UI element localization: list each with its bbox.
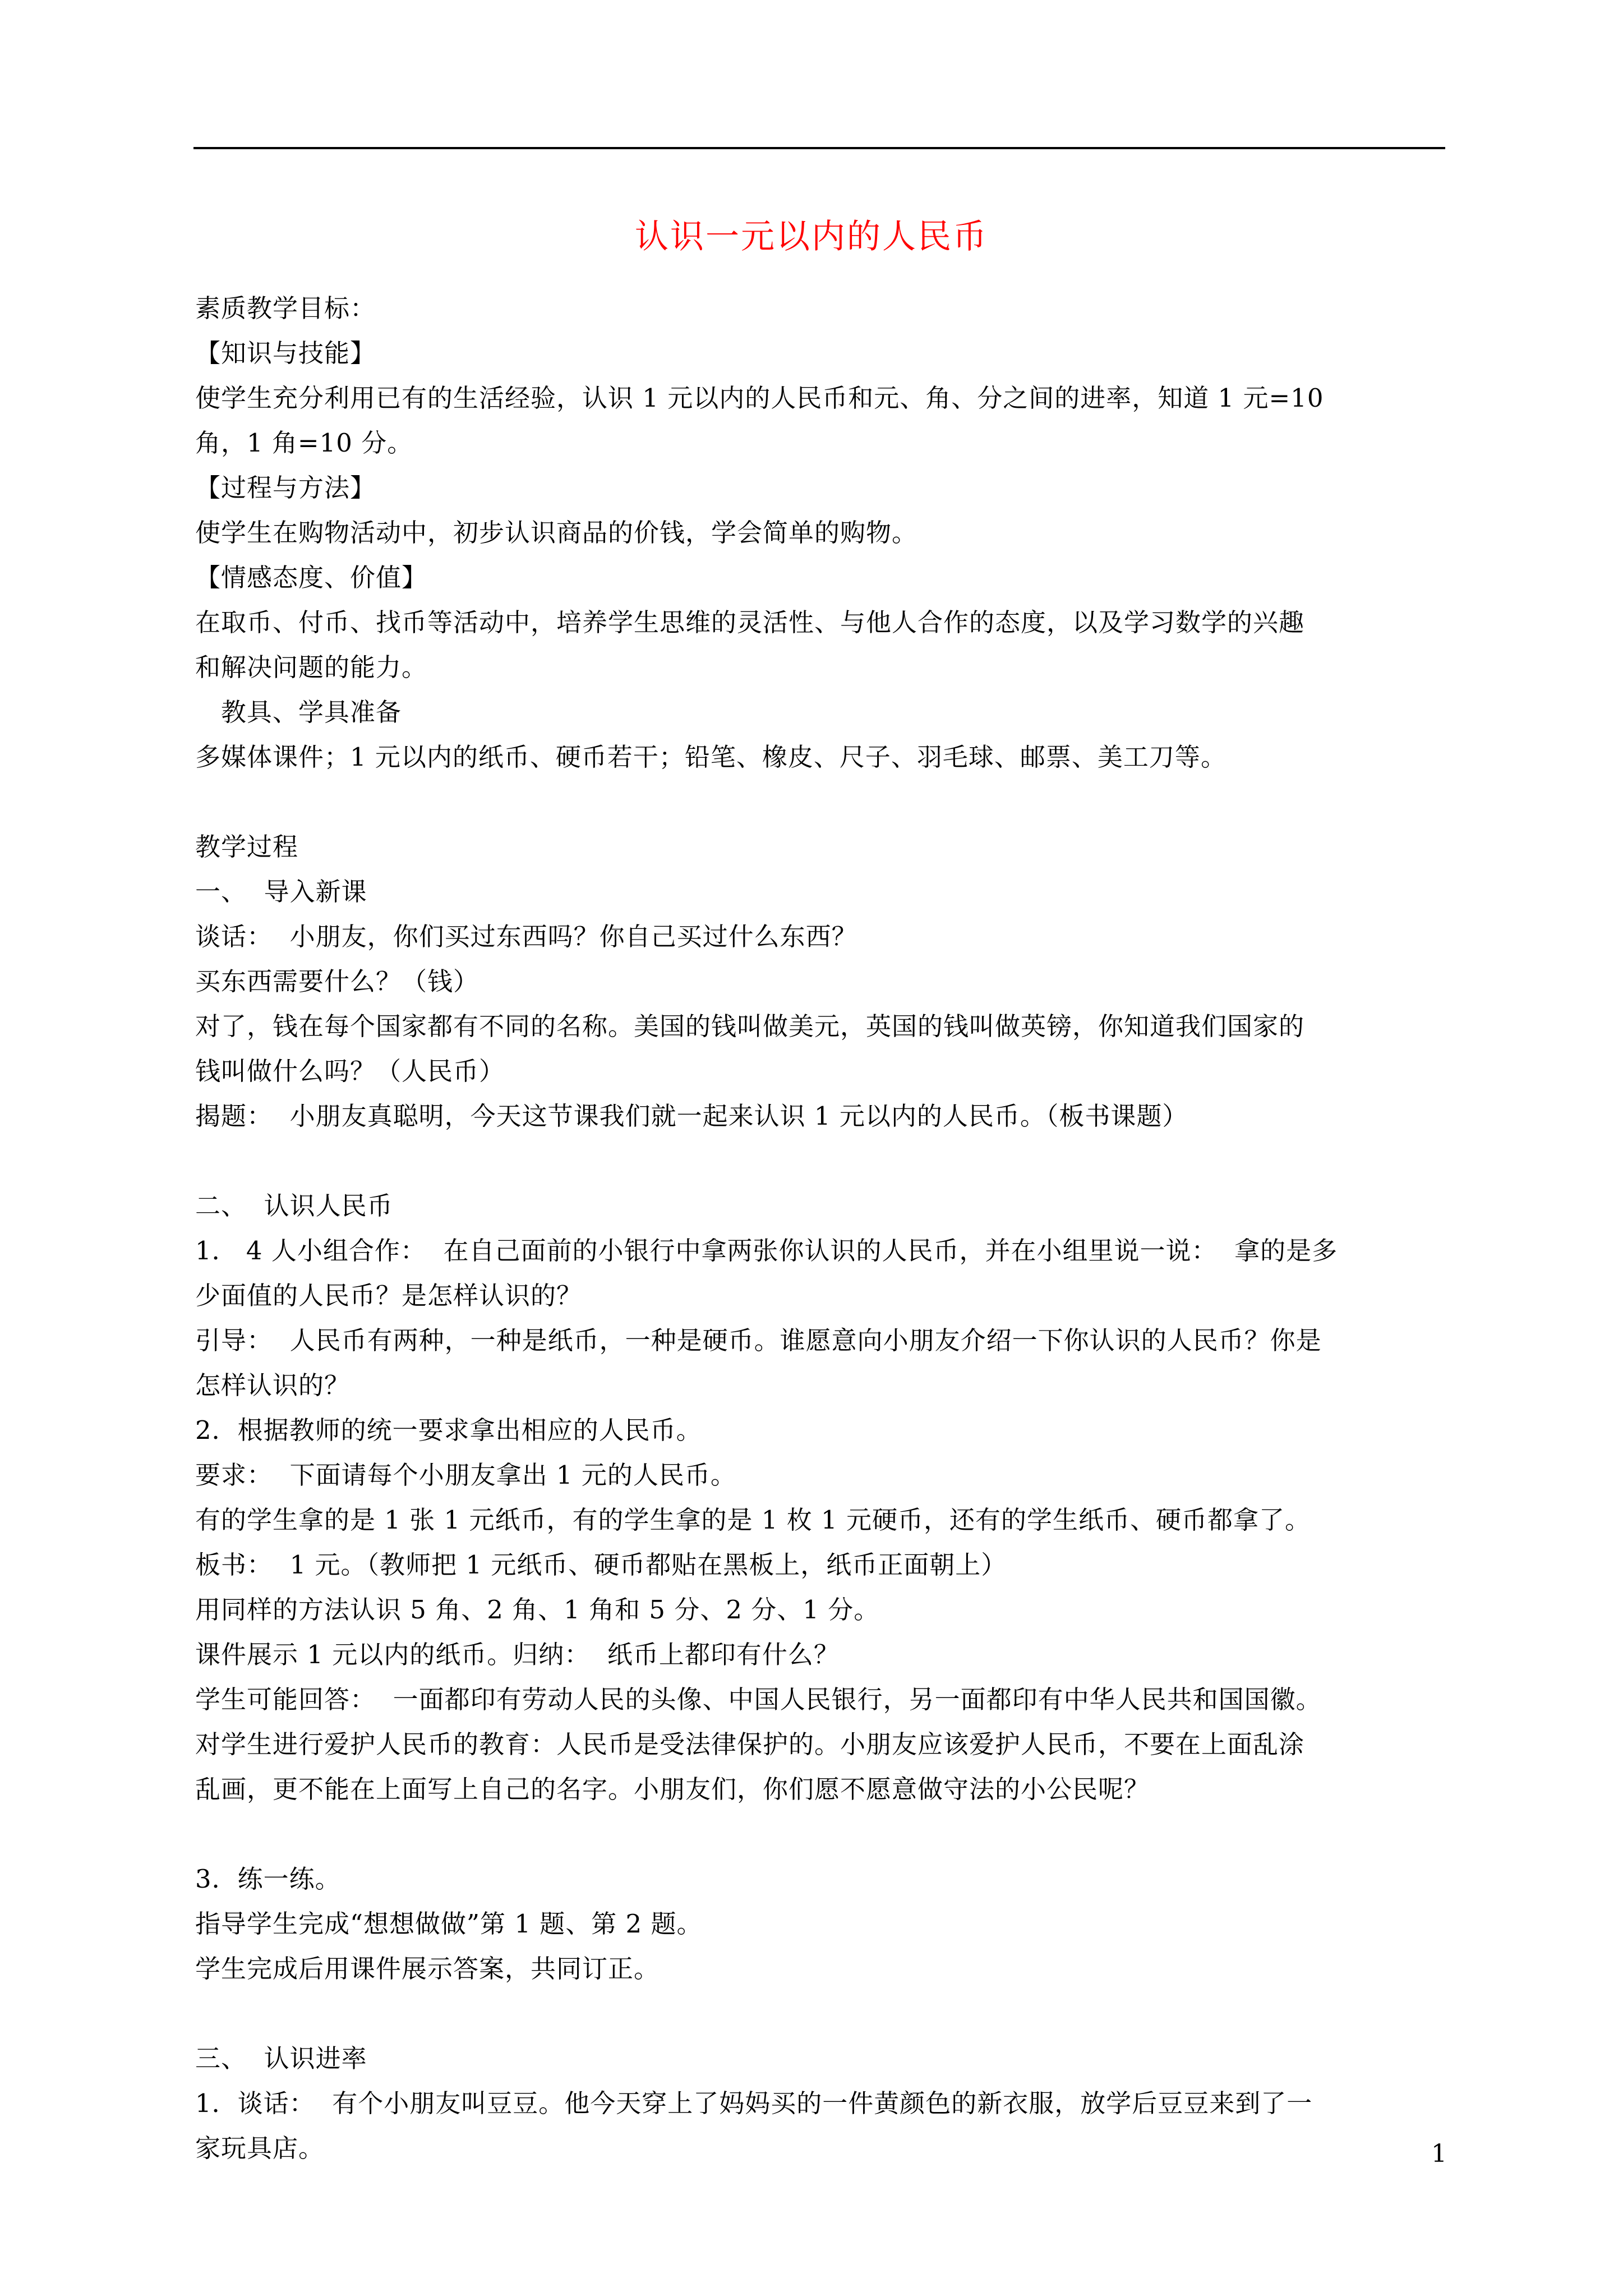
text-line: 多媒体课件；1 元以内的纸币、硬币若干；铅笔、橡皮、尺子、羽毛球、邮票、美工刀等。 [195, 742, 1227, 772]
text-line: 课件展示 1 元以内的纸币。归纳： 纸币上都印有什么？ [195, 1640, 840, 1669]
text-line: 少面值的人民币？是怎样认识的？ [195, 1281, 583, 1310]
text-line: 3．练一练。 [195, 1864, 341, 1894]
text-line: 钱叫做什么吗？（人民币） [195, 1056, 505, 1086]
blank-line [195, 780, 1447, 825]
text-line: 怎样认识的？ [195, 1370, 351, 1400]
text-line: 1．谈话： 有个小朋友叫豆豆。他今天穿上了妈妈买的一件黄颜色的新衣服，放学后豆豆来到了一 [195, 2088, 1313, 2118]
text-line: 要求： 下面请每个小朋友拿出 1 元的人民币。 [195, 1460, 736, 1490]
text-line: 用同样的方法认识 5 角、2 角、1 角和 5 分、2 分、1 分。 [195, 1595, 880, 1625]
text-line: 买东西需要什么？（钱） [195, 967, 479, 996]
blank-line [195, 1991, 1447, 2036]
text-line: 引导： 人民币有两种，一种是纸币，一种是硬币。谁愿意向小朋友介绍一下你认识的人民币？你是 [195, 1326, 1322, 1355]
text-line: 二、 认识人民币 [195, 1191, 393, 1221]
text-line: 对学生进行爱护人民币的教育：人民币是受法律保护的。小朋友应该爱护人民币，不要在上面乱涂 [195, 1729, 1305, 1759]
text-line: 三、 认识进率 [195, 2044, 367, 2073]
text-line: 教学过程 [195, 832, 299, 862]
blank-line [195, 1139, 1447, 1184]
text-line: 角，1 角=10 分。 [195, 428, 413, 458]
text-line: 使学生在购物活动中，初步认识商品的价钱，学会简单的购物。 [195, 518, 918, 547]
text-line: 一、 导入新课 [195, 877, 367, 907]
text-line: 1． 4 人小组合作： 在自己面前的小银行中拿两张你认识的人民币，并在小组里说一说： 拿的是多 [195, 1236, 1338, 1266]
header-rule [193, 147, 1445, 149]
page-number: 1 [1431, 2139, 1447, 2168]
text-line: 【过程与方法】 [195, 473, 376, 503]
text-line: 指导学生完成“想想做做”第 1 题、第 2 题。 [195, 1909, 703, 1939]
text-line: 有的学生拿的是 1 张 1 元纸币，有的学生拿的是 1 枚 1 元硬币，还有的学生纸币、硬币都拿了。 [195, 1505, 1311, 1535]
text-line: 板书： 1 元。（教师把 1 元纸币、硬币都贴在黑板上，纸币正面朝上） [195, 1550, 1007, 1580]
text-line: 家玩具店。 [195, 2133, 325, 2163]
text-line: 学生完成后用课件展示答案，共同订正。 [195, 1954, 660, 1984]
document-body [195, 286, 1447, 2171]
text-line: 乱画，更不能在上面写上自己的名字。小朋友们，你们愿不愿意做守法的小公民呢？ [195, 1774, 1150, 1804]
text-line: 教具、学具准备 [195, 697, 402, 727]
text-line: 2．根据教师的统一要求拿出相应的人民币。 [195, 1415, 702, 1445]
blank-line [195, 1812, 1447, 1857]
document-title: 认识一元以内的人民币 [635, 217, 988, 256]
text-line: 在取币、付币、找币等活动中，培养学生思维的灵活性、与他人合作的态度，以及学习数学的兴趣 [195, 608, 1305, 637]
text-line: 揭题： 小朋友真聪明，今天这节课我们就一起来认识 1 元以内的人民币。（板书课题） [195, 1101, 1188, 1131]
text-line: 使学生充分利用已有的生活经验，认识 1 元以内的人民币和元、角、分之间的进率，知道 1 元=10 [195, 383, 1324, 413]
text-line: 素质教学目标： [195, 293, 376, 323]
text-line: 谈话： 小朋友，你们买过东西吗？你自己买过什么东西？ [195, 922, 857, 951]
text-line: 对了，钱在每个国家都有不同的名称。美国的钱叫做美元，英国的钱叫做英镑，你知道我们国家的 [195, 1011, 1305, 1041]
text-line: 和解决问题的能力。 [195, 652, 428, 682]
text-line: 【情感态度、价值】 [195, 563, 428, 592]
text-line: 【知识与技能】 [195, 338, 376, 368]
text-line: 学生可能回答： 一面都印有劳动人民的头像、中国人民银行，另一面都印有中华人民共和国国徽。 [195, 1685, 1322, 1714]
